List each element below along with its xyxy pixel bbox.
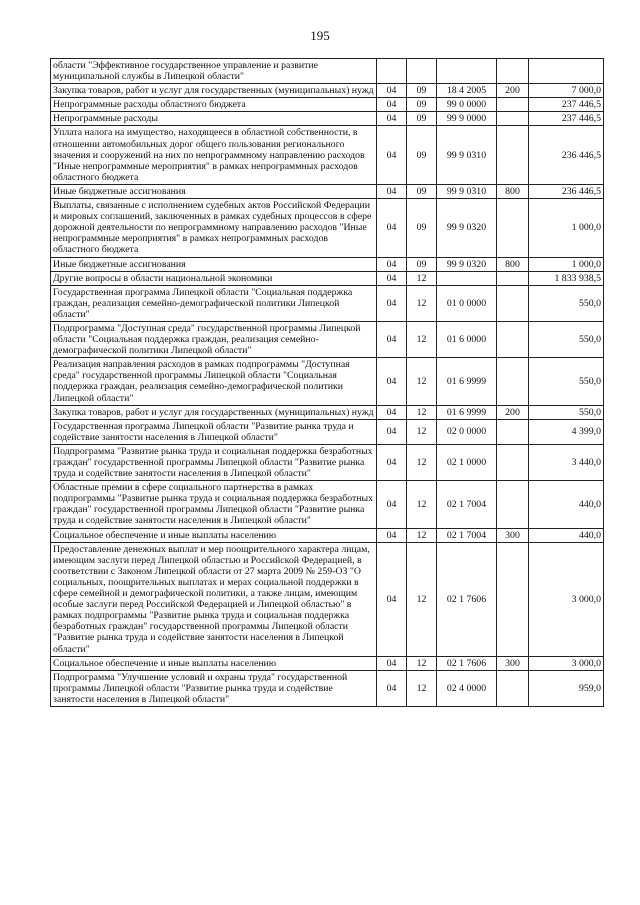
section-code-cell: 04 — [377, 271, 407, 285]
table-row — [51, 419, 604, 444]
target-item-code-cell: 02 1 7606 — [437, 542, 497, 656]
expense-type-code-cell — [497, 444, 529, 480]
expense-type-code-cell: 300 — [497, 656, 529, 670]
amount-cell: 4 399,0 — [529, 419, 604, 444]
expense-type-code-cell — [497, 112, 529, 126]
item-name-cell: Областные премии в сфере социального партнерства в рамках подпрограммы "Развитие рынка труда и социальная поддержка безработных граждан" государственной программы Липецкой области "Развитие рынка труда и содействие занятости населения в Липецкой области" — [51, 481, 377, 528]
item-name-cell: Непрограммные расходы — [51, 112, 377, 126]
subsection-code-cell: 12 — [407, 481, 437, 528]
subsection-code-cell: 12 — [407, 271, 437, 285]
item-name-cell: Социальное обеспечение и иные выплаты населению — [51, 528, 377, 542]
item-name-cell: Закупка товаров, работ и услуг для государственных (муниципальных) нужд — [51, 84, 377, 98]
expense-type-code-cell — [497, 321, 529, 357]
amount-cell: 550,0 — [529, 358, 604, 405]
expense-type-code-cell: 800 — [497, 257, 529, 271]
expense-type-code-cell: 300 — [497, 528, 529, 542]
section-code-cell: 04 — [377, 199, 407, 257]
amount-cell: 550,0 — [529, 321, 604, 357]
table-row — [51, 98, 604, 112]
table-row — [51, 112, 604, 126]
table-row — [51, 285, 604, 321]
table-row — [51, 656, 604, 670]
expense-type-code-cell — [497, 199, 529, 257]
subsection-code-cell: 12 — [407, 358, 437, 405]
table-row — [51, 257, 604, 271]
section-code-cell: 04 — [377, 285, 407, 321]
subsection-code-cell: 09 — [407, 112, 437, 126]
amount-cell: 236 446,5 — [529, 126, 604, 184]
item-name-cell: Иные бюджетные ассигнования — [51, 257, 377, 271]
table-row — [51, 126, 604, 184]
section-code-cell: 04 — [377, 184, 407, 198]
table-row — [51, 444, 604, 480]
section-code-cell: 04 — [377, 257, 407, 271]
budget-table-body — [51, 59, 604, 707]
section-code-cell — [377, 59, 407, 84]
expense-type-code-cell: 200 — [497, 405, 529, 419]
amount-cell: 440,0 — [529, 481, 604, 528]
amount-cell: 237 446,5 — [529, 112, 604, 126]
expense-type-code-cell — [497, 670, 529, 706]
expense-type-code-cell — [497, 419, 529, 444]
table-row — [51, 84, 604, 98]
expense-type-code-cell: 800 — [497, 184, 529, 198]
item-name-cell: Социальное обеспечение и иные выплаты населению — [51, 656, 377, 670]
section-code-cell: 04 — [377, 358, 407, 405]
expense-type-code-cell — [497, 542, 529, 656]
section-code-cell: 04 — [377, 444, 407, 480]
target-item-code-cell — [437, 271, 497, 285]
section-code-cell: 04 — [377, 419, 407, 444]
expense-type-code-cell — [497, 285, 529, 321]
subsection-code-cell: 12 — [407, 419, 437, 444]
amount-cell — [529, 59, 604, 84]
section-code-cell: 04 — [377, 84, 407, 98]
table-row — [51, 542, 604, 656]
target-item-code-cell: 01 0 0000 — [437, 285, 497, 321]
target-item-code-cell — [437, 59, 497, 84]
target-item-code-cell: 02 4 0000 — [437, 670, 497, 706]
amount-cell: 3 000,0 — [529, 542, 604, 656]
section-code-cell: 04 — [377, 126, 407, 184]
target-item-code-cell: 02 0 0000 — [437, 419, 497, 444]
section-code-cell: 04 — [377, 321, 407, 357]
target-item-code-cell: 02 1 0000 — [437, 444, 497, 480]
target-item-code-cell: 02 1 7004 — [437, 481, 497, 528]
section-code-cell: 04 — [377, 542, 407, 656]
amount-cell: 236 446,5 — [529, 184, 604, 198]
section-code-cell: 04 — [377, 528, 407, 542]
item-name-cell: Иные бюджетные ассигнования — [51, 184, 377, 198]
amount-cell: 237 446,5 — [529, 98, 604, 112]
section-code-cell: 04 — [377, 112, 407, 126]
subsection-code-cell: 12 — [407, 528, 437, 542]
target-item-code-cell: 02 1 7606 — [437, 656, 497, 670]
subsection-code-cell: 12 — [407, 405, 437, 419]
subsection-code-cell: 09 — [407, 199, 437, 257]
target-item-code-cell: 99 9 0320 — [437, 199, 497, 257]
expense-type-code-cell — [497, 271, 529, 285]
table-row — [51, 528, 604, 542]
table-row — [51, 321, 604, 357]
subsection-code-cell: 09 — [407, 84, 437, 98]
item-name-cell: Подпрограмма "Развитие рынка труда и социальная поддержка безработных граждан" государственной программы Липецкой области "Развитие рынка труда и содействие занятости населения в Липецкой области" — [51, 444, 377, 480]
page-number: 195 — [310, 28, 330, 43]
item-name-cell: Непрограммные расходы областного бюджета — [51, 98, 377, 112]
amount-cell: 1 000,0 — [529, 257, 604, 271]
item-name-cell: Государственная программа Липецкой области "Социальная поддержка граждан, реализация семейно-демографической политики Липецкой области" — [51, 285, 377, 321]
table-row — [51, 481, 604, 528]
amount-cell: 550,0 — [529, 405, 604, 419]
expense-type-code-cell — [497, 358, 529, 405]
target-item-code-cell: 18 4 2005 — [437, 84, 497, 98]
amount-cell: 550,0 — [529, 285, 604, 321]
table-row — [51, 59, 604, 84]
subsection-code-cell — [407, 59, 437, 84]
target-item-code-cell: 99 9 0000 — [437, 112, 497, 126]
subsection-code-cell: 09 — [407, 98, 437, 112]
section-code-cell: 04 — [377, 670, 407, 706]
item-name-cell: Уплата налога на имущество, находящееся в областной собственности, в отношении автомобильных дорог общего пользования регионального значения и сооружений на них по непрограммному направлению расходов "Иные непрограммные мероприятия" в рамках непрограммных расходов областного бюджета — [51, 126, 377, 184]
subsection-code-cell: 09 — [407, 126, 437, 184]
item-name-cell: Подпрограмма "Доступная среда" государственной программы Липецкой области "Социальная поддержка граждан, реализация семейно-демографической политики Липецкой области" — [51, 321, 377, 357]
table-row — [51, 271, 604, 285]
subsection-code-cell: 12 — [407, 285, 437, 321]
target-item-code-cell: 99 9 0310 — [437, 126, 497, 184]
budget-table — [50, 58, 604, 707]
table-row — [51, 358, 604, 405]
target-item-code-cell: 99 9 0320 — [437, 257, 497, 271]
item-name-cell: Другие вопросы в области национальной экономики — [51, 271, 377, 285]
item-name-cell: Выплаты, связанные с исполнением судебных актов Российской Федерации и мировых соглашений, заключенных в рамках судебных процессов в сфере дорожной деятельности по непрограммному направлению расходов "Иные непрограммные мероприятия" в рамках непрограммных расходов областного бюджета — [51, 199, 377, 257]
expense-type-code-cell: 200 — [497, 84, 529, 98]
section-code-cell: 04 — [377, 481, 407, 528]
item-name-cell: Закупка товаров, работ и услуг для государственных (муниципальных) нужд — [51, 405, 377, 419]
amount-cell: 3 440,0 — [529, 444, 604, 480]
table-row — [51, 405, 604, 419]
item-name-cell: Предоставление денежных выплат и мер поощрительного характера лицам, имеющим заслуги перед Липецкой областью и Российской Федерацией, в соответствии с Законом Липецкой области от 27 марта 2009 № 259-ОЗ "О социальных, поощрительных выплатах и мерах социальной поддержки в сфере семейной и демографической политики, а также лицам, имеющим особые заслуги перед Российской Федерацией и Липецкой областью" в рамках подпрограммы "Развитие рынка труда и социальная поддержка безработных граждан" государственной программы Липецкой области "Развитие рынка труда и содействие занятости населения в Липецкой области" — [51, 542, 377, 656]
target-item-code-cell: 01 6 9999 — [437, 358, 497, 405]
subsection-code-cell: 09 — [407, 184, 437, 198]
subsection-code-cell: 09 — [407, 257, 437, 271]
expense-type-code-cell — [497, 126, 529, 184]
item-name-cell: Реализация направления расходов в рамках подпрограммы "Доступная среда" государственной программы Липецкой области "Социальная поддержка граждан, реализация семейно-демографической политики Липецкой области" — [51, 358, 377, 405]
item-name-cell: Подпрограмма "Улучшение условий и охраны труда" государственной программы Липецкой области "Развитие рынка труда и содействие занятости населения в Липецкой области" — [51, 670, 377, 706]
section-code-cell: 04 — [377, 656, 407, 670]
section-code-cell: 04 — [377, 405, 407, 419]
subsection-code-cell: 12 — [407, 444, 437, 480]
expense-type-code-cell — [497, 59, 529, 84]
target-item-code-cell: 01 6 9999 — [437, 405, 497, 419]
amount-cell: 3 000,0 — [529, 656, 604, 670]
section-code-cell: 04 — [377, 98, 407, 112]
subsection-code-cell: 12 — [407, 542, 437, 656]
target-item-code-cell: 99 0 0000 — [437, 98, 497, 112]
target-item-code-cell: 01 6 0000 — [437, 321, 497, 357]
table-row — [51, 670, 604, 706]
item-name-cell: области "Эффективное государственное управление и развитие муниципальной службы в Липецкой области" — [51, 59, 377, 84]
target-item-code-cell: 99 9 0310 — [437, 184, 497, 198]
amount-cell: 1 000,0 — [529, 199, 604, 257]
amount-cell: 1 833 938,5 — [529, 271, 604, 285]
table-row — [51, 199, 604, 257]
table-row — [51, 184, 604, 198]
target-item-code-cell: 02 1 7004 — [437, 528, 497, 542]
subsection-code-cell: 12 — [407, 670, 437, 706]
subsection-code-cell: 12 — [407, 321, 437, 357]
subsection-code-cell: 12 — [407, 656, 437, 670]
expense-type-code-cell — [497, 98, 529, 112]
amount-cell: 7 000,0 — [529, 84, 604, 98]
item-name-cell: Государственная программа Липецкой области "Развитие рынка труда и содействие занятости населения в Липецкой области" — [51, 419, 377, 444]
expense-type-code-cell — [497, 481, 529, 528]
amount-cell: 440,0 — [529, 528, 604, 542]
amount-cell: 959,0 — [529, 670, 604, 706]
